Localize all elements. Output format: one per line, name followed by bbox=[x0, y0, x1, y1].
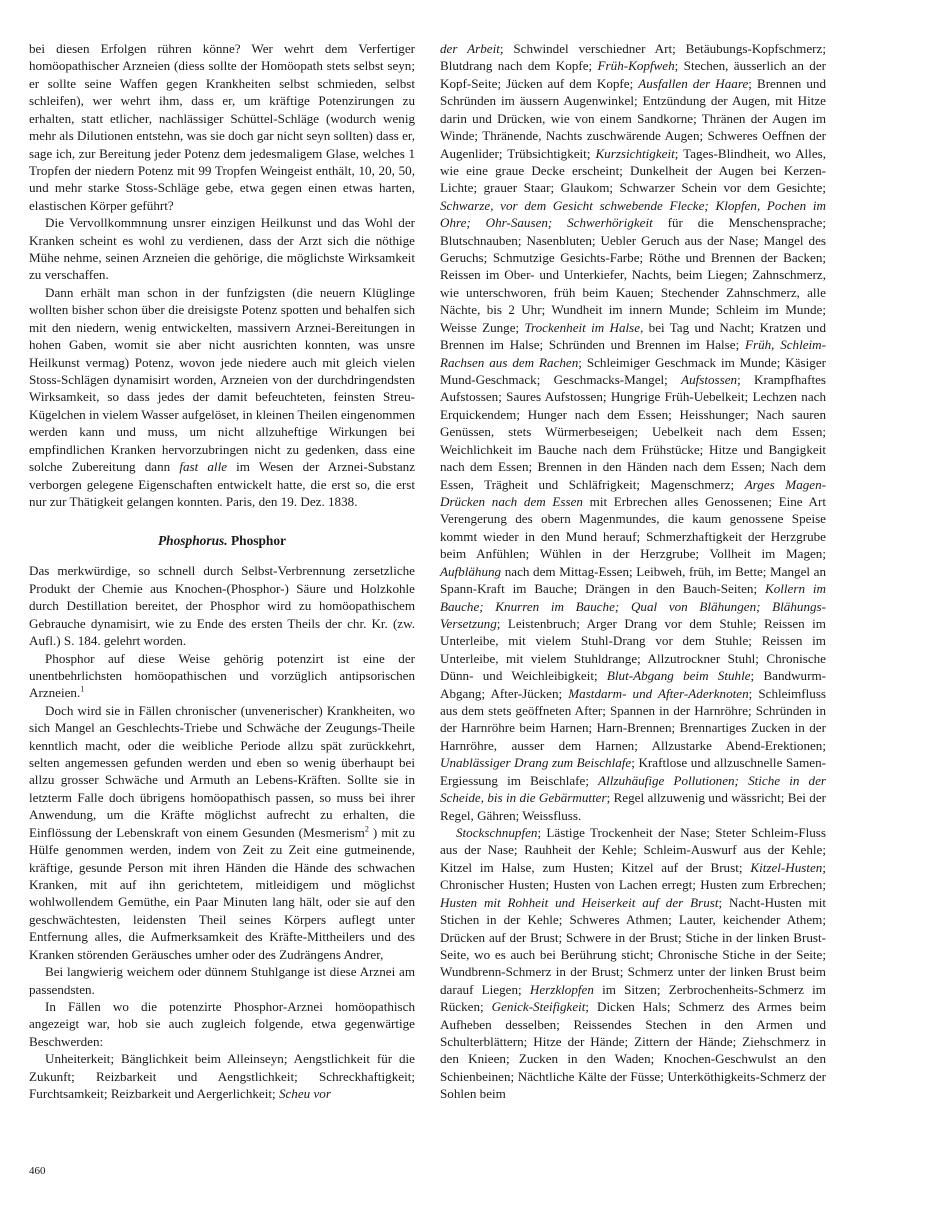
text-run: ; Schleimiger Geschmack im Munde; Käsiger Mund-Geschmack; Geschmacks-Mangel; bbox=[440, 354, 826, 388]
paragraph-4: Das merkwürdige, so schnell durch Selbst-Verbrennung zersetzliche Produkt der Chemie aus Knochen-(Phosphor-) Säure und Holzkohle durch Destillation bereitet, der Phosphor wird zu homöopathischem Gebrauche dynamisirt, wie zu Ende des ersten Theils der chr. Kr. (zw. Aufl.) S. 184. gelehrt worden. bbox=[29, 563, 415, 649]
emphasis-text: Mastdarm- und After-Aderknoten bbox=[568, 685, 749, 701]
left-column bbox=[29, 40, 415, 1102]
paragraph-8: In Fällen wo die potenzirte Phosphor-Arznei homöopathisch angezeigt war, hob sie auch zugleich folgende, etwa gegenwärtige Beschwerden: bbox=[29, 998, 415, 1049]
emphasis-text: Arges Magen-Drücken nach dem Essen bbox=[440, 476, 827, 509]
emphasis-text: Genick-Steifigkeit bbox=[491, 999, 586, 1015]
text-run: nach dem Mittag-Essen; Leibweh, früh, im Bette; Mangel an Spann-Kraft im Bauche; Drängen in den Bauch-Seiten; bbox=[440, 563, 826, 597]
emphasis-text: Allzuhäufige Pollutionen; Stiche in der Scheide, bis in die Gebärmutter bbox=[440, 772, 826, 806]
paragraph-9: Unheiterkeit; Bänglichkeit beim Alleinseyn; Aengstlichkeit für die Zukunft; Reizbarkeit und Aengstlichkeit; Schreckhaftigkeit; Furchtsamkeit; Reizbarkeit und Aergerlichkeit; Scheu vor bbox=[29, 1051, 415, 1102]
paragraph-7: Bei langwierig weichem oder dünnem Stuhlgange ist diese Arznei am passendsten. bbox=[29, 964, 415, 997]
text-run: ; Bandwurm-Abgang; After-Jücken; bbox=[440, 668, 826, 701]
text-run: ; Stechen, äusserlich an der Kopf-Seite; Jücken auf dem Kopfe; bbox=[440, 58, 826, 91]
footnote-ref-2: 2 bbox=[364, 824, 369, 834]
text-run: ; Dicken Hals; Schmerz des Armes beim Aufheben desselben; Reissendes Stechen in den Armen und Schulterblättern; Hitze der Hände; Zittern der Hände; Ziehschmerz in den Knieen; Zucken in den Waden; Knochen-Geschwulst an den Schienbeinen; Nächtliche Kälte der Füsse; Unterköthigkeits-Schmerz der Sohlen beim bbox=[440, 999, 826, 1102]
text-run: ; Brennen und Schründen im äussern Augenwinkel; Entzündung der Augen, mit Hitze darin und Drücken, wie von einem Sandkorne; Thränen der Augen im Winde; Thränende, Nachts zuschwärende Augen; Schweres Oeffnen der Augenlider; Trübsichtigkeit; bbox=[440, 75, 827, 161]
emphasis-text: Aufblähung bbox=[440, 563, 502, 579]
paragraph-1: bei diesen Erfolgen rühren könne? Wer wehrt dem Verfertiger homöopathischer Arzneien (diess sollte der Homöopath stets selbst seyn; er sollte seine Waffen gegen Krankheiten selbst schmieden, selbst schleifen), wer wehrt ihm, dass er, um kräftige Potenzirungen zu erhalten, statt etlicher, nachlässiger Schüttel-Schläge (wodurch wenig mehr als Dilutionen entstehn, was sie doch gar nicht seyn sollten) dass er, sage ich, zur Bereitung jeder Potenz dem jedesmaligem Glase, welches 1 Tropfen der niedern Potenz mit 99 Tropfen Weingeist enthält, 10, 20, 50, und mehr starke Stoss-Schläge gebe, etwa gegen einen etwas harten, elastischen Körper geführt? bbox=[29, 41, 415, 213]
text-run: mit Erbrechen alles Genossenen; Eine Art Verengerung des obern Magenmundes, die kaum genossene Speise kommt wieder in den Mund herauf; Schmerzhaftigkeit der Herzgrube beim Anfühlen; Wühlen in der Herzgrube; Vollheit im Magen; bbox=[440, 493, 826, 562]
emphasis-text: Früh-Kopfweh bbox=[597, 58, 675, 74]
symptom-paragraph-1 bbox=[440, 40, 826, 824]
emphasis-text: Herzklopfen bbox=[529, 981, 594, 997]
text-run: ; Leistenbruch; Arger Drang vor dem Stuhle; Reissen im Unterleibe, mit vielem Stuhl-Drang vor dem Stuhle; Reissen im Unterleibe, mit vielem Stuhldrange; Allzutrockner Stuhl; Chronische Dünn- und Weichleibigkeit; bbox=[440, 615, 826, 684]
footnote-ref-1: 1 bbox=[80, 684, 85, 694]
emphasis-text: Früh, Schleim-Rachsen aus dem Rachen bbox=[440, 337, 826, 370]
emphasis-text: Kurzsichtigkeit bbox=[595, 145, 675, 161]
text-run: ; Regel allzuwenig und wässricht; Bei der Regel, Gähren; Weissfluss. bbox=[440, 790, 827, 823]
text-run: ; Krampfhaftes Aufstossen; Saures Aufstossen; Hungrige Früh-Uebelkeit; Lechzen nach Erquickendem; Hunger nach dem Essen; Heisshunger; Nach sauren Genüssen, stets Würmerbeseigen; Uebelkeit nach dem Essen; Weichlichkeit im Bauche nach dem Frühstücke; Hitze und Bangigkeit nach dem Essen; Brennen in den Händen nach dem Essen; Nach dem Essen, Trägheit und Schläfrigkeit; Magenschmerz; bbox=[440, 372, 826, 492]
emphasis-text: Ausfallen der Haare bbox=[638, 75, 749, 91]
text-run: ; Schwindel verschiedner Art; Betäubungs-Kopfschmerz; Blutdrang nach dem Kopfe; bbox=[440, 41, 826, 74]
paragraph-3: Dann erhält man schon in der funfzigsten (die neuern Klüglinge wollten bisher schon über die dreisigste Potenz spotten und behalfen sich mit den niedern, wenig entwickelten, massivern Arznei-Bereitungen in hohen Gaben, womit sie aber nicht ausrichten konnten, was unsre Heilkunst vermag) Potenz, wovon jede niedere auch mit gleich vielen Stoss-Schlägen dynamisirt worden, Arzneien von der durchdringendsten Wirksamkeit, so dass jedes der damit befeuchteten, feinsten Streu-Kügelchen in vielem Wasser aufgelöset, in kleinen Theilen eingenommen werden kann und muss, um nicht allzuheftige Wirkungen bei empfindlichen Kranken hervorzubringen nicht zu gedenken, dass eine solche Zubereitung dann fast alle im Wesen der Arznei-Substanz verborgen gelegene Eigenschaften entwickelt hatte, die erst so, die erst nur zur Thätigkeit gelangen konnten. Paris, den 19. Dez. 1838. bbox=[29, 284, 416, 509]
emphasis-text: Schwarze, vor dem Gesicht schwebende Flecke; Klopfen, Pochen im Ohre; Ohr-Sausen; Schwerhörigkeit bbox=[440, 197, 826, 231]
emphasis-text: Stockschnupfen bbox=[456, 824, 538, 840]
emphasis-text: der Arbeit bbox=[440, 41, 500, 56]
paragraph-2: Die Vervollkommnung unsrer einzigen Heilkunst und das Wohl der Kranken scheint es wohl zu verdienen, dass der Arzt sich die nöthige Mühe nehme, seinen Arzneien die gehörige, die möglichste Wirksamkeit zu verschaffen. bbox=[29, 215, 415, 283]
text-run: ; Chronischer Husten; Husten von Lachen erregt; Husten zum Erbrechen; bbox=[440, 859, 826, 893]
emphasis-text: Kitzel-Husten bbox=[750, 859, 823, 875]
emphasis-text: Aufstossen bbox=[681, 372, 738, 388]
text-run: ; Nacht-Husten mit Stichen in der Kehle; Schweres Athmen; Lauter, keichender Athem; Drücken auf der Brust; Schwere in der Brust; Stiche in der linken Brust-Seite, wo es auch bei Berührung sticht; Chronische Stiche in der Seite; Wundbrenn-Schmerz in der Brust; Schmerz unter der linken Brust beim darauf Liegen; bbox=[440, 894, 826, 997]
emphasis-text: Husten mit Rohheit und Heiserkeit auf der Brust bbox=[440, 894, 719, 910]
text-run: ; Lästige Trockenheit der Nase; Steter Schleim-Fluss aus der Nase; Rauhheit der Kehle; Schleim-Auswurf aus der Kehle; Kitzel im Halse, zum Husten; Kitzel auf der Brust; bbox=[440, 824, 826, 875]
page-number: 460 bbox=[29, 1165, 46, 1177]
section-heading-phosphorus: Phosphorus. Phosphor bbox=[157, 533, 287, 549]
emphasis-text: Trockenheit im Halse bbox=[524, 319, 641, 335]
text-run: ; Kraftlose und allzuschnelle Samen-Ergiessung im Beischlafe; bbox=[440, 755, 826, 788]
emphasis-text: Unablässiger Drang zum Beischlafe bbox=[440, 755, 632, 771]
emphasis-text: Kollern im Bauche; Knurren im Bauche; Qual von Blähungen; Blähungs-Versetzung bbox=[440, 581, 826, 631]
emphasis-text: Blut-Abgang beim Stuhle bbox=[606, 668, 751, 684]
text-run: , bei Tag und Nacht; Kratzen und Brennen im Halse; Schründen und Brennen im Halse; bbox=[440, 319, 826, 353]
text-run: im Sitzen; Zerbrochenheits-Schmerz im Rücken; bbox=[440, 981, 826, 1015]
symptom-paragraph-2 bbox=[440, 824, 826, 1103]
paragraph-6: Doch wird sie in Fällen chronischer (unvenerischer) Krankheiten, wo sich Mangel an Geschlechts-Triebe und Schwäche der Zeugungs-Theile kenntlich macht, oder die weibliche Periode allzu spät zurückkehrt, selten angemessen gefunden werden und eben so wenig überhaupt bei allzu grosser Schwäche und Armuth an Lebens-Kräften. Sollte sie in letzterm Falle doch übrigens homöopathisch passen, so muss bei ihrer Anwendung, um die Kräfte möglichst aufrecht zu erhalten, die Einflössung der Lebenskraft von einem Gesunden (Mesmerism$^2$ ) mit zu Hülfe genommen werden, indem von Zeit zu Zeit eine gutmeinende, kräftige, gesunde Person mit ihren Händen die Hände des schwachen Kranken, mit auf ihn gerichtetem, mitleidigem und möglichst wohlwollendem Gemüthe, ein Paar Minuten lang hält, oder sie auf den geschwächtesten, leidensten Theil seines Körpers auflegt unter Entfernung alles, die Aufmerksamkeit des Kräfte-Mittheilers und des Kranken störenden Geräusches umher oder des Zudrängens Andrer, bbox=[29, 702, 415, 962]
text-run: ; Schleimfluss aus dem stets geöffneten After; Spannen in der Harnröhre; Schründen in der Harnröhre beim Harnen; Harn-Brennen; Brennartiges Zucken in der Harnröhre, ausser dem Harnen; Allzustarke Abend-Erektionen; bbox=[440, 685, 827, 753]
text-run: für die Menschensprache; Blutschnauben; Nasenbluten; Uebler Geruch aus der Nase; Mangel des Geruchs; Schmutzige Gesichts-Farbe; Röthe und Brennen der Backen; Reissen im Ober- und Unterkiefer, Nachts, beim Liegen; Zahnschmerz, wie unterschworen, früh beim Kauen; Stechender Zahnschmerz, alle Nächte, bis 2 Uhr; Wundheit im innern Munde; Schleim im Munde; Weisse Zunge; bbox=[440, 215, 826, 335]
right-column bbox=[440, 40, 826, 1103]
text-run: ; Tages-Blindheit, wo Alles, wie eine graue Decke erscheint; Dunkelheit der Augen bei Kerzen-Lichte; grauer Staar; Glaukom; Schwarzer Schein vor dem Gesichte; bbox=[440, 145, 827, 196]
paragraph-5: Phosphor auf diese Weise gehörig potenzirt ist eine der unentbehrlichsten homöopathischen und vorzüglich antipsorischen Arzneien.$^1$ bbox=[29, 650, 415, 701]
